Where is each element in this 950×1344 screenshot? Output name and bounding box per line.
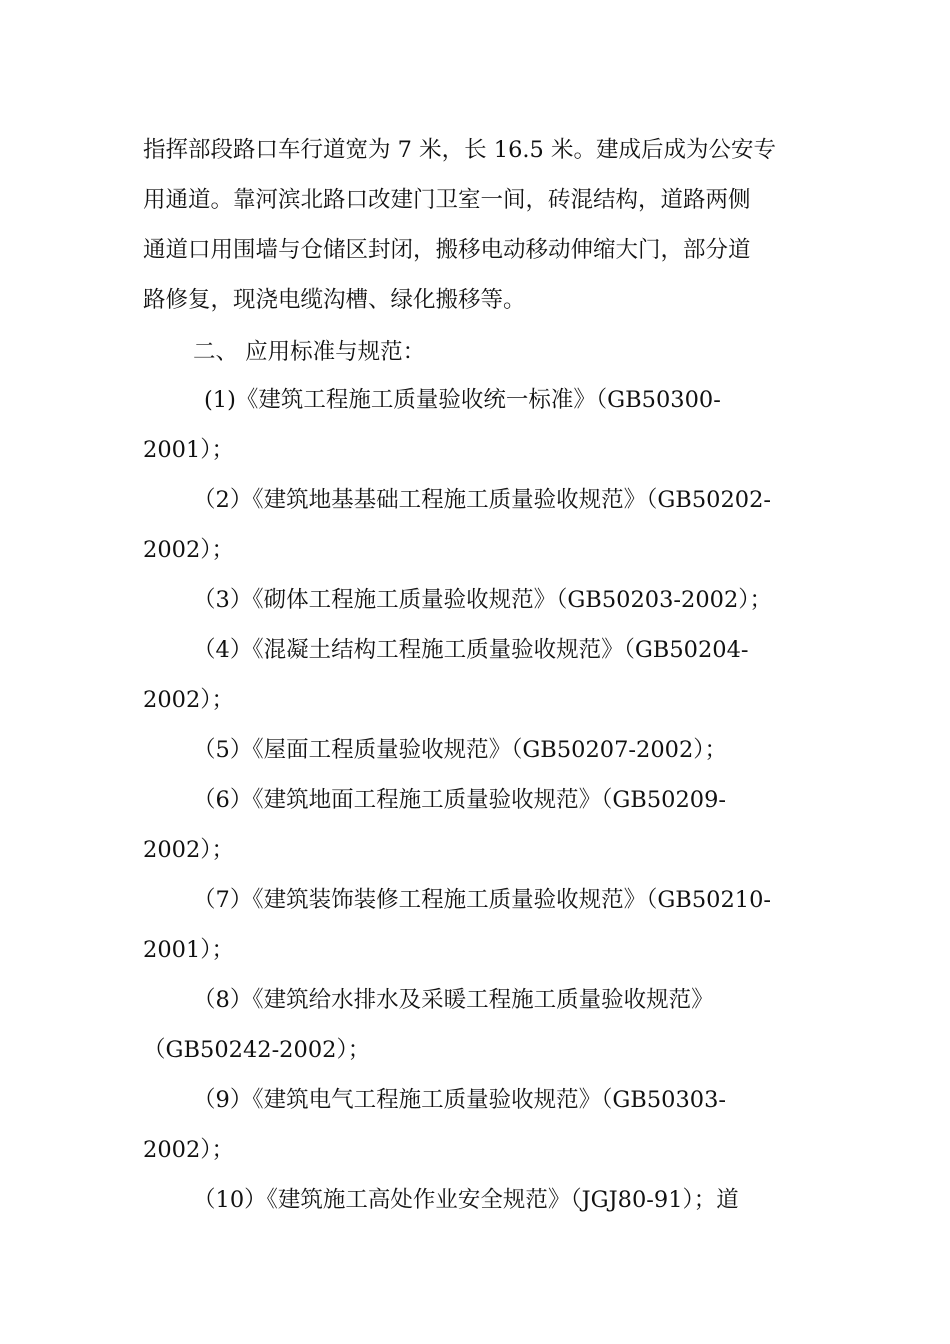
standard-item-1-cont: 2001）； [143, 437, 235, 463]
standard-item-4-cont: 2002）； [143, 687, 235, 713]
paragraph-line-1: 指挥部段路口车行道宽为 7 米，长 16.5 米。建成后成为公安专 [143, 137, 777, 163]
standard-item-4: （4）《混凝土结构工程施工质量验收规范》（GB50204- [193, 637, 749, 663]
standard-item-3: （3）《砌体工程施工质量验收规范》（GB50203-2002）； [193, 587, 773, 613]
standard-item-7: （7）《建筑装饰装修工程施工质量验收规范》（GB50210- [193, 887, 772, 913]
standard-item-2-cont: 2002）； [143, 537, 235, 563]
section-heading: 二、 应用标准与规范： [193, 339, 426, 365]
standard-item-10: （10）《建筑施工高处作业安全规范》（JGJ80-91）；道 [193, 1187, 739, 1213]
standard-item-5: （5）《屋面工程质量验收规范》（GB50207-2002）； [193, 737, 728, 763]
paragraph-line-3: 通道口用围墙与仓储区封闭，搬移电动移动伸缩大门，部分道 [143, 237, 751, 263]
standard-item-2: （2）《建筑地基基础工程施工质量验收规范》（GB50202- [193, 487, 772, 513]
standard-item-6: （6）《建筑地面工程施工质量验收规范》（GB50209- [193, 787, 727, 813]
standard-item-9: （9）《建筑电气工程施工质量验收规范》（GB50303- [193, 1087, 727, 1113]
standard-item-8-cont: （GB50242-2002）； [143, 1037, 371, 1063]
standard-item-9-cont: 2002）； [143, 1137, 235, 1163]
paragraph-line-2: 用通道。靠河滨北路口改建门卫室一间，砖混结构，道路两侧 [143, 187, 751, 213]
standard-item-8: （8）《建筑给水排水及采暖工程施工质量验收规范》 [193, 987, 714, 1013]
standard-item-7-cont: 2001）； [143, 937, 235, 963]
standard-item-6-cont: 2002）； [143, 837, 235, 863]
paragraph-line-4: 路修复，现浇电缆沟槽、绿化搬移等。 [143, 287, 526, 313]
standard-item-1: (1)《建筑工程施工质量验收统一标准》（GB50300- [204, 387, 721, 413]
